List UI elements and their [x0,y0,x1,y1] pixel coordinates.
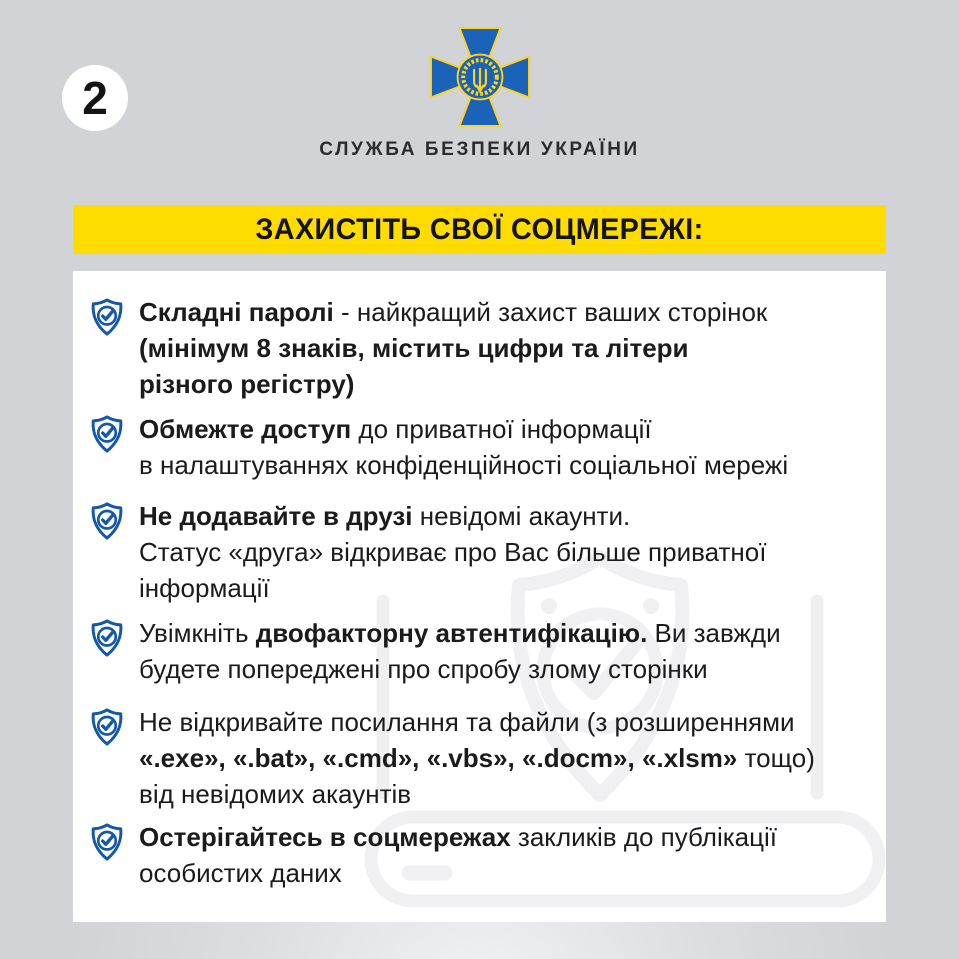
title-banner [73,205,886,254]
list-item [87,819,886,891]
page-title: ЗАХИСТІТЬ СВОЇ СОЦМЕРЕЖІ: [255,212,704,246]
tips-card [73,271,886,922]
bullet-text: Не відкривайте посилання та файли (з розширеннями «.exe», «.bat», «.cmd», «.vbs», «.docm», «.xlsm» тощо) від невідомих акаунтів [139,707,815,809]
bullet-text: Не додавайте в друзі невідомі акаунти. Статус «друга» відкриває про Вас більше приватної інформації [139,501,767,603]
list-item [87,704,886,812]
shield-check-icon [87,499,127,543]
bullet-text: Складні паролі - найкращий захист ваших сторінок (мінімум 8 знаків, містить цифри та літери різного регістру) [139,297,768,399]
page-number: 2 [82,72,108,124]
org-name: СЛУЖБА БЕЗПЕКИ УКРАЇНИ [319,139,640,160]
shield-check-icon [87,616,127,660]
shield-check-icon [87,705,127,749]
shield-check-icon [87,412,127,456]
shield-check-icon [87,295,127,339]
bullet-list [73,271,886,891]
list-item [87,498,886,606]
list-item [87,294,886,402]
list-item [87,615,886,687]
shield-check-icon [87,820,127,864]
page-number-badge [62,65,128,131]
bullet-text: Остерігайтесь в соцмережах закликів до публікації особистих даних [139,822,778,888]
list-item [87,411,886,483]
bullet-text: Увімкніть двофакторну автентифікацію. Ви завжди будете попереджені про спробу злому сторінки [139,618,781,684]
bullet-text: Обмежте доступ до приватної інформації в налаштуваннях конфіденційності соціальної мережі [139,414,789,480]
sbu-cross-emblem-icon [429,26,531,128]
